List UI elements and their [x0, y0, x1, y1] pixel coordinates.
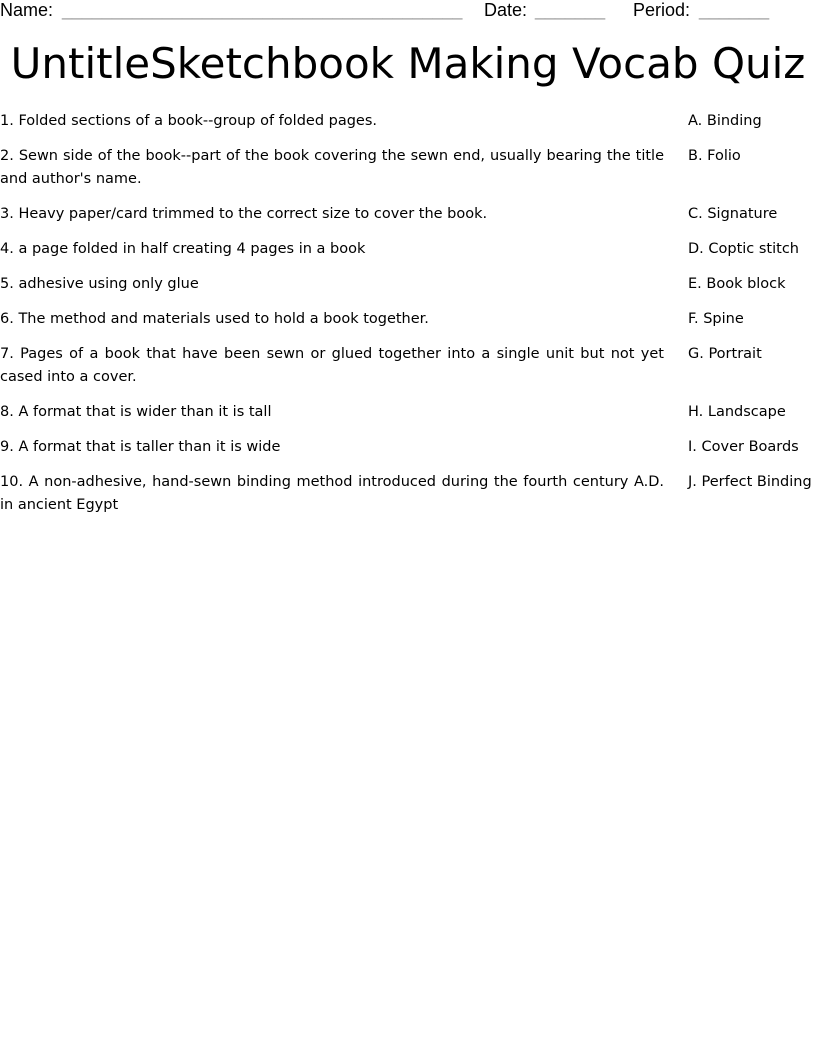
page-title: UntitleSketchbook Making Vocab Quiz	[10, 39, 806, 88]
name-label: Name:	[0, 0, 54, 20]
question-text: 1. Folded sections of a book--group of folded pages.	[0, 113, 378, 129]
answer-option: F. Spine	[688, 311, 744, 327]
question-text: 10. A non-adhesive, hand-sewn binding method introduced during the fourth century A.D. in ancient Egypt	[0, 474, 664, 513]
period-blank: _______	[699, 0, 770, 20]
answer-option: D. Coptic stitch	[688, 241, 799, 257]
question-text: 6. The method and materials used to hold a book together.	[0, 311, 429, 327]
question-text: 4. a page folded in half creating 4 pages in a book	[0, 241, 366, 257]
student-info-header	[0, 0, 816, 24]
answer-option: A. Binding	[688, 113, 762, 129]
quiz-row	[0, 203, 816, 226]
quiz-row	[0, 436, 816, 459]
answer-option: B. Folio	[688, 148, 741, 164]
quiz-row	[0, 343, 816, 389]
answer-option: C. Signature	[688, 206, 778, 222]
quiz-row	[0, 145, 816, 191]
question-text: 8. A format that is wider than it is tall	[0, 404, 272, 420]
quiz-row	[0, 238, 816, 261]
answer-option: J. Perfect Binding	[688, 474, 812, 490]
question-text: 2. Sewn side of the book--part of the book covering the sewn end, usually bearing the title and author's name.	[0, 148, 664, 187]
question-text: 5. adhesive using only glue	[0, 276, 199, 292]
name-blank: ________________________________________	[62, 0, 463, 20]
quiz-body	[0, 110, 816, 529]
question-text: 7. Pages of a book that have been sewn or glued together into a single unit but not yet cased into a cover.	[0, 346, 664, 385]
quiz-row	[0, 401, 816, 424]
date-label: Date:	[484, 0, 528, 20]
quiz-row	[0, 308, 816, 331]
question-text: 3. Heavy paper/card trimmed to the correct size to cover the book.	[0, 206, 488, 222]
answer-option: G. Portrait	[688, 346, 762, 362]
quiz-row	[0, 273, 816, 296]
quiz-row	[0, 110, 816, 133]
quiz-row	[0, 471, 816, 517]
answer-option: E. Book block	[688, 276, 786, 292]
answer-option: I. Cover Boards	[688, 439, 799, 455]
answer-option: H. Landscape	[688, 404, 786, 420]
period-label: Period:	[633, 0, 691, 20]
question-text: 9. A format that is taller than it is wide	[0, 439, 281, 455]
date-blank: _______	[535, 0, 606, 20]
